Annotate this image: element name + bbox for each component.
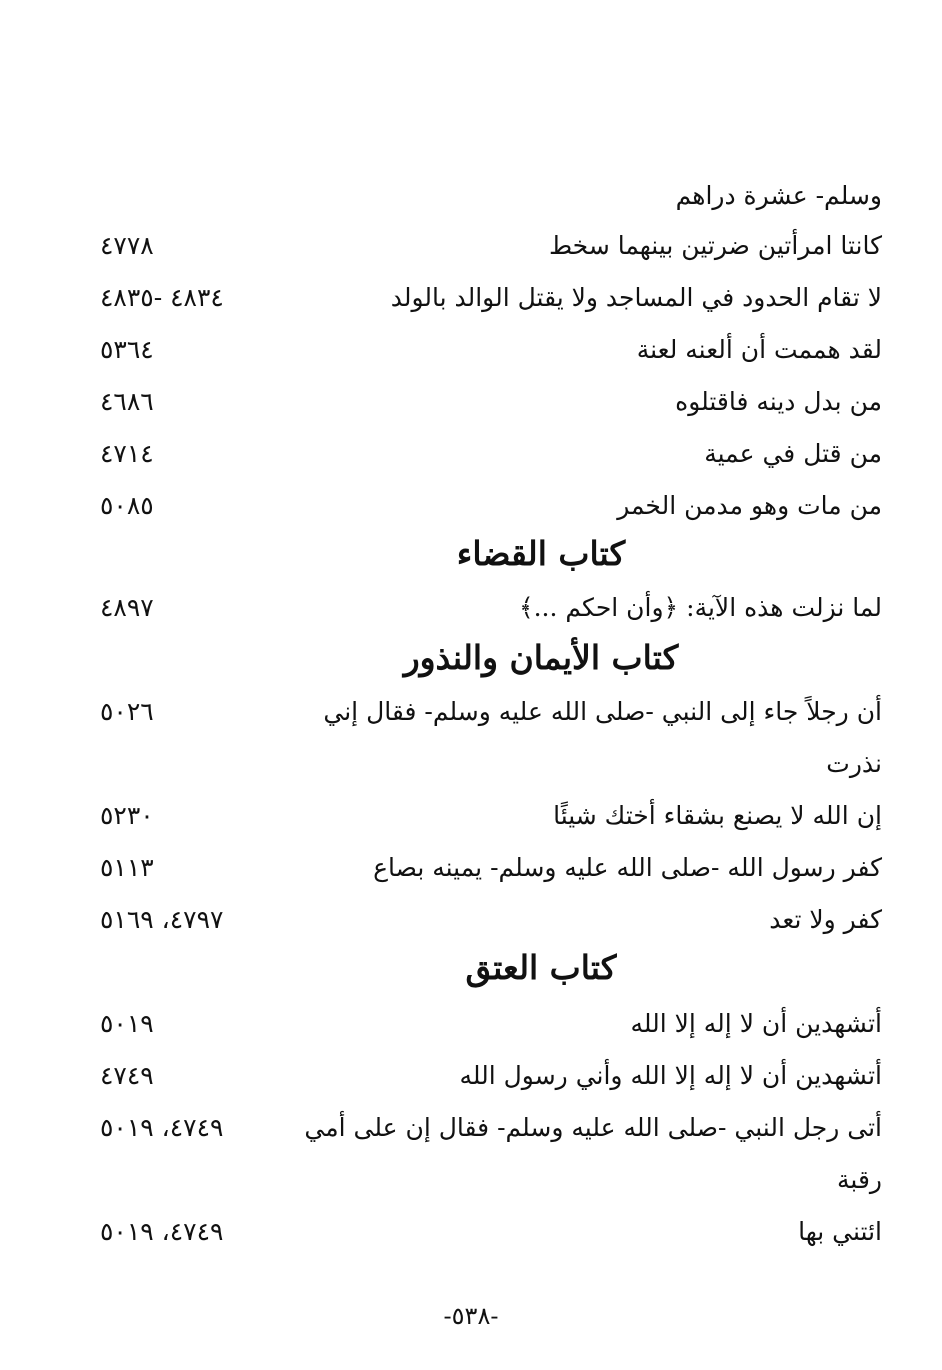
entry-reference: ٤٦٨٦: [100, 387, 154, 416]
index-entry: [100, 1100, 882, 1156]
entry-text: من مات وهو مدمن الخمر: [617, 491, 882, 520]
index-entry: [100, 270, 882, 326]
entry-reference: ٤٧٤٩: [100, 1061, 154, 1090]
entry-text: لما نزلت هذه الآية: ﴿وأن احكم ...﴾: [518, 593, 882, 622]
entry-reference: ٥٠١٩: [100, 1009, 154, 1038]
section-heading: كتاب القضاء: [456, 534, 626, 573]
index-entry: [100, 996, 882, 1052]
entry-reference: ٥٠٢٦: [100, 697, 154, 726]
index-entry: [100, 426, 882, 482]
entry-text: كفر رسول الله -صلى الله عليه وسلم- يمينه بصاع: [373, 853, 882, 882]
index-entry: [100, 1152, 882, 1208]
entry-reference: ٤٧٩٧، ٥١٦٩: [100, 905, 224, 934]
entry-reference: ٤٨٣٤ -٤٨٣٥: [100, 283, 224, 312]
entry-reference: ٤٧٧٨: [100, 231, 154, 260]
section-heading: كتاب العتق: [465, 948, 617, 987]
index-entry: [100, 1048, 882, 1104]
entry-text: من بدل دينه فاقتلوه: [675, 387, 882, 416]
entry-text: أن رجلاً جاء إلى النبي -صلى الله عليه وسلم- فقال إني: [323, 697, 882, 726]
index-entry: [100, 788, 882, 844]
page-number: -٥٣٨-: [443, 1302, 499, 1330]
index-entry: [100, 684, 882, 740]
index-entry: [100, 322, 882, 378]
entry-reference: ٤٧٤٩، ٥٠١٩: [100, 1217, 224, 1246]
index-entry: [100, 1204, 882, 1260]
entry-reference: ٥١١٣: [100, 853, 154, 882]
entry-text: أتشهدين أن لا إله إلا الله وأني رسول الله: [459, 1061, 882, 1090]
index-entry: [100, 218, 882, 274]
entry-text: أتى رجل النبي -صلى الله عليه وسلم- فقال إن على أمي: [304, 1113, 882, 1142]
entry-reference: ٤٧١٤: [100, 439, 154, 468]
entry-reference: ٥٣٦٤: [100, 335, 154, 364]
entry-text: ائتني بها: [798, 1217, 882, 1246]
entry-text: نذرت: [826, 749, 882, 778]
index-entry: [100, 580, 882, 636]
entry-text: رقبة: [837, 1165, 882, 1194]
entry-reference: ٤٧٤٩، ٥٠١٩: [100, 1113, 224, 1142]
index-entry: [100, 840, 882, 896]
entry-text: أتشهدين أن لا إله إلا الله: [630, 1009, 882, 1038]
section-heading: كتاب الأيمان والنذور: [403, 638, 679, 677]
entry-text: من قتل في عمية: [704, 439, 882, 468]
index-entry: [100, 374, 882, 430]
entry-text: كفر ولا تعد: [769, 905, 882, 934]
entry-text: لا تقام الحدود في المساجد ولا يقتل الوالد بالولد: [390, 283, 882, 312]
entry-text: وسلم- عشرة دراهم: [675, 181, 882, 210]
entry-text: لقد هممت أن ألعنه لعنة: [636, 335, 882, 364]
index-entry: [100, 736, 882, 792]
index-entry: [100, 168, 882, 224]
entry-reference: ٥٢٣٠: [100, 801, 154, 830]
entry-text: كانتا امرأتين ضرتين بينهما سخط: [548, 231, 882, 260]
entry-reference: ٥٠٨٥: [100, 491, 154, 520]
entry-reference: ٤٨٩٧: [100, 593, 154, 622]
entry-text: إن الله لا يصنع بشقاء أختك شيئًا: [553, 801, 882, 830]
